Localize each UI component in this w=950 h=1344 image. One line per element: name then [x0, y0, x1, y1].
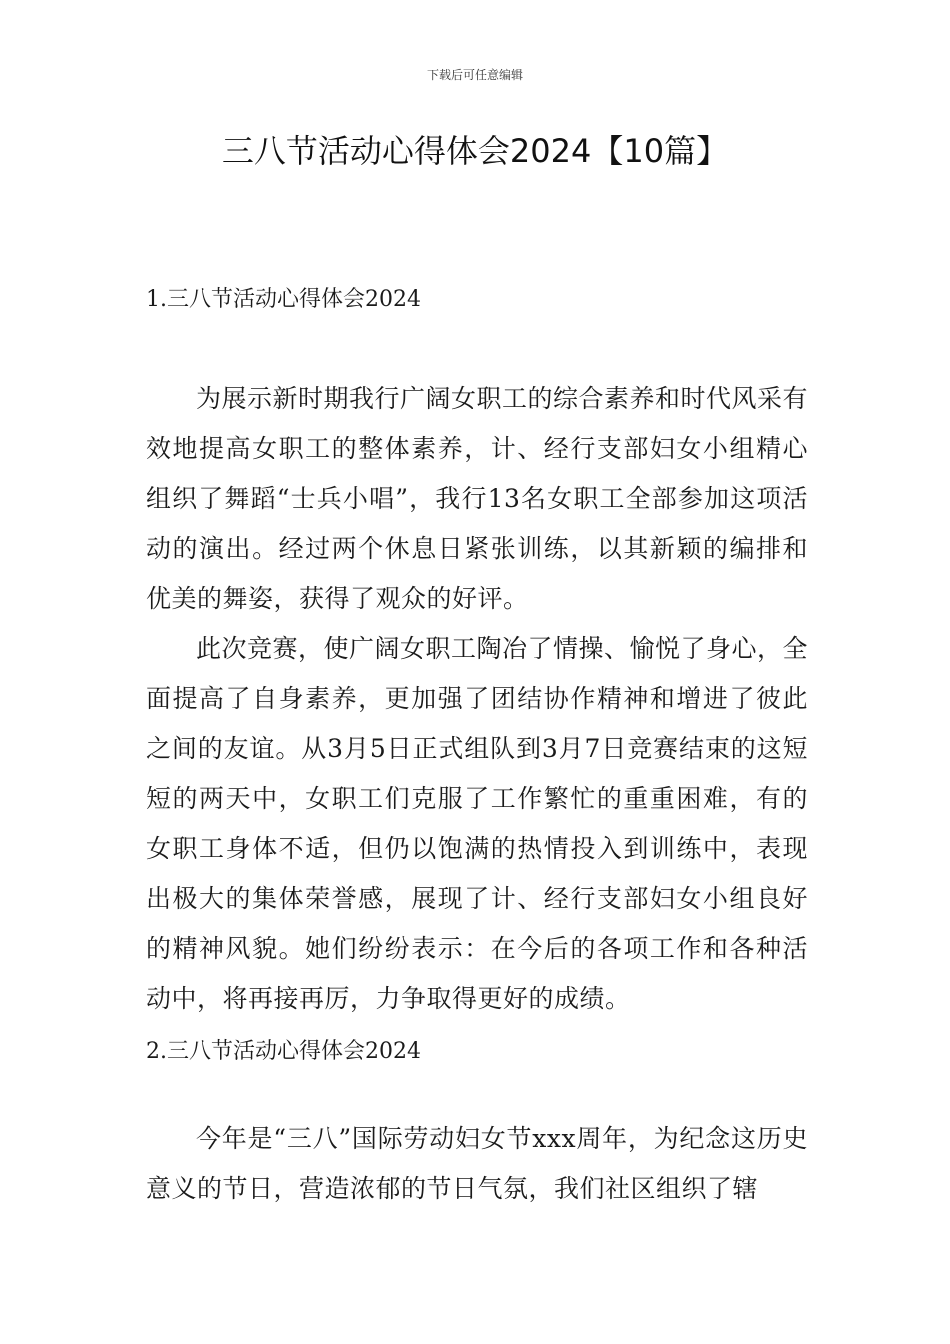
section-1-paragraph-1: 为展示新时期我行广阔女职工的综合素养和时代风采有效地提高女职工的整体素养，计、经行支部妇女小组精心组织了舞蹈“士兵小唱”，我行13名女职工全部参加这项活动的演出。经过两个休息日紧张训练，以其新颖的编排和优美的舞姿，获得了观众的好评。 [146, 384, 809, 613]
header-note: 下载后可任意编辑 [426, 68, 523, 82]
section-2-heading: 2.三八节活动心得体会2024 [146, 1039, 421, 1064]
section-1-paragraph-2: 此次竞赛，使广阔女职工陶冶了情操、愉悦了身心，全面提高了自身素养，更加强了团结协作精神和增进了彼此之间的友谊。从3月5日正式组队到3月7日竞赛结束的这短短的两天中，女职工们克服了工作繁忙的重重困难，有的女职工身体不适，但仍以饱满的热情投入到训练中，表现出极大的集体荣誉感，展现了计、经行支部妇女小组良好的精神风貌。她们纷纷表示：在今后的各项工作和各种活动中，将再接再厉，力争取得更好的成绩。 [146, 634, 809, 1013]
section-2-paragraph-1: 今年是“三八”国际劳动妇女节xxx周年，为纪念这历史意义的节日，营造浓郁的节日气氛，我们社区组织了辖 [146, 1124, 808, 1203]
document-body [146, 282, 808, 1214]
section-1-heading: 1.三八节活动心得体会2024 [146, 287, 421, 312]
document-title: 三八节活动心得体会2024【10篇】 [221, 132, 729, 170]
